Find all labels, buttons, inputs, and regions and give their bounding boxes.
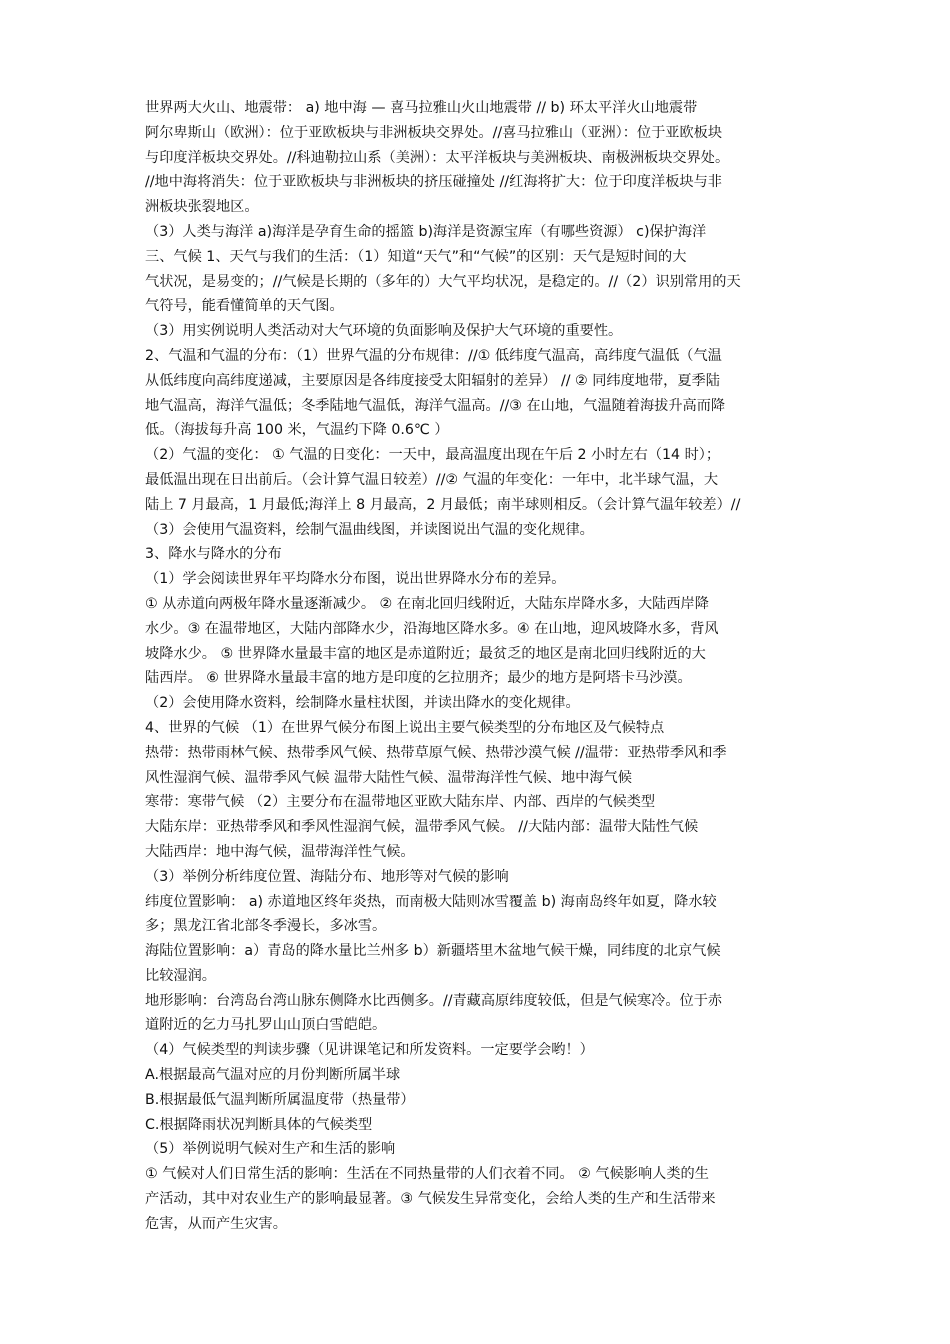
text-line: 世界两大火山、地震带： a) 地中海 — 喜马拉雅山火山地震带 // b) 环太平洋火山地震带 (145, 100, 698, 116)
text-line: （5）举例说明气候对生产和生活的影响 (145, 1141, 396, 1158)
text-line: B.根据最低气温判断所属温度带（热量带） (145, 1091, 415, 1108)
text-line: 阿尔卑斯山（欧洲）：位于亚欧板块与非洲板块交界处。//喜马拉雅山（亚洲）：位于亚欧板块 (145, 124, 723, 141)
text-line: （2）会使用降水资料，绘制降水量柱状图，并读出降水的变化规律。 (145, 695, 580, 712)
text-line: 地气温高，海洋气温低；冬季陆地气温低，海洋气温高。//③ 在山地，气温随着海拔升高而降 (145, 397, 726, 414)
text-line: 最低温出现在日出前后。（会计算气温日较差）//② 气温的年变化：一年中，北半球气温，大 (145, 471, 719, 488)
text-line: 低。（海拔每升高 100 米，气温约下降 0.6℃ ） (145, 422, 449, 439)
text-line: 坡降水少。 ⑤ 世界降水量最丰富的地区是赤道附近；最贫乏的地区是南北回归线附近的大 (145, 645, 706, 662)
text-line: 地形影响：台湾岛台湾山脉东侧降水比西侧多。//青藏高原纬度较低，但是气候寒冷。位于赤 (145, 992, 723, 1009)
text-line: 2、气温和气温的分布：（1）世界气温的分布规律：//① 低纬度气温高，高纬度气温低（气温 (145, 347, 722, 364)
text-line: 比较湿润。 (145, 967, 216, 984)
text-line: A.根据最高气温对应的月份判断所属半球 (145, 1067, 401, 1084)
text-line: 三、气候 1、天气与我们的生活：（1）知道“天气”和“气候”的区别：天气是短时间的大 (145, 248, 687, 265)
text-line: 水少。③ 在温带地区，大陆内部降水少，沿海地区降水多。④ 在山地，迎风坡降水多，背风 (145, 620, 719, 637)
text-line: C.根据降雨状况判断具体的气候类型 (145, 1116, 373, 1133)
text-line: 气符号，能看懂简单的天气图。 (145, 298, 344, 315)
text-line: 大陆东岸：亚热带季风和季风性湿润气候，温带季风气候。 //大陆内部：温带大陆性气候 (145, 819, 699, 836)
text-line: 大陆西岸：地中海气候，温带海洋性气候。 (145, 843, 415, 860)
text-line: （3）举例分析纬度位置、海陆分布、地形等对气候的影响 (145, 868, 509, 885)
text-line: 4、世界的气候 （1）在世界气候分布图上说出主要气候类型的分布地区及气候特点 (145, 719, 665, 736)
text-line: 陆西岸。 ⑥ 世界降水量最丰富的地方是印度的乞拉朋齐；最少的地方是阿塔卡马沙漠。 (145, 670, 692, 687)
text-line: 气状况，是易变的；//气候是长期的（多年的）大气平均状况，是稳定的。//（2）识别常用的天 (145, 273, 741, 290)
text-line: 风性湿润气候、温带季风气候 温带大陆性气候、温带海洋性气候、地中海气候 (145, 769, 632, 786)
text-line: 产活动，其中对农业生产的影响最显著。③ 气候发生异常变化，会给人类的生产和生活带来 (145, 1191, 716, 1208)
text-line: 与印度洋板块交界处。//科迪勒拉山系（美洲）：太平洋板块与美洲板块、南极洲板块交界处。 (145, 149, 730, 166)
text-line: 陆上 7 月最高，1 月最低;海洋上 8 月最高，2 月最低；南半球则相反。（会计算气温年较差）// (145, 496, 741, 513)
text-line: 纬度位置影响： a) 赤道地区终年炎热，而南极大陆则冰雪覆盖 b) 海南岛终年如夏，降水较 (145, 893, 717, 910)
text-line: 从低纬度向高纬度递减，主要原因是各纬度接受太阳辐射的差异） // ② 同纬度地带，夏季陆 (145, 372, 720, 389)
text-line: 3、降水与降水的分布 (145, 546, 282, 563)
text-line: 多；黑龙江省北部冬季漫长，多冰雪。 (145, 918, 387, 935)
document-body (145, 96, 813, 1237)
text-line: （3）用实例说明人类活动对大气环境的负面影响及保护大气环境的重要性。 (145, 323, 623, 340)
text-line: （2）气温的变化： ① 气温的日变化：一天中，最高温度出现在午后 2 小时左右（14 时）； (145, 447, 721, 464)
text-line: （1）学会阅读世界年平均降水分布图，说出世界降水分布的差异。 (145, 571, 566, 588)
text-line: 道附近的乞力马扎罗山山顶白雪皑皑。 (145, 1017, 387, 1034)
text-line: （3）会使用气温资料，绘制气温曲线图，并读图说出气温的变化规律。 (145, 521, 594, 538)
text-line: 洲板块张裂地区。 (145, 199, 259, 216)
text-line: 海陆位置影响：a）青岛的降水量比兰州多 b）新疆塔里木盆地气候干燥，同纬度的北京气候 (145, 943, 721, 960)
text-line: 危害，从而产生灾害。 (145, 1215, 287, 1232)
text-line: （3）人类与海洋 a)海洋是孕育生命的摇篮 b)海洋是资源宝库（有哪些资源） c)保护海洋 (145, 223, 707, 240)
text-line: （4）气候类型的判读步骤（见讲课笔记和所发资料。一定要学会哟！） (145, 1042, 594, 1059)
text-line: ① 从赤道向两极年降水量逐渐减少。 ② 在南北回归线附近，大陆东岸降水多，大陆西岸降 (145, 595, 709, 612)
text-line: 热带：热带雨林气候、热带季风气候、热带草原气候、热带沙漠气候 //温带：亚热带季风和季 (145, 744, 727, 761)
text-line: ① 气候对人们日常生活的影响：生活在不同热量带的人们衣着不同。 ② 气候影响人类的生 (145, 1166, 709, 1183)
text-line: //地中海将消失：位于亚欧板块与非洲板块的挤压碰撞处 //红海将扩大：位于印度洋板块与非 (145, 174, 722, 191)
text-line: 寒带：寒带气候 （2）主要分布在温带地区亚欧大陆东岸、内部、西岸的气候类型 (145, 794, 656, 811)
